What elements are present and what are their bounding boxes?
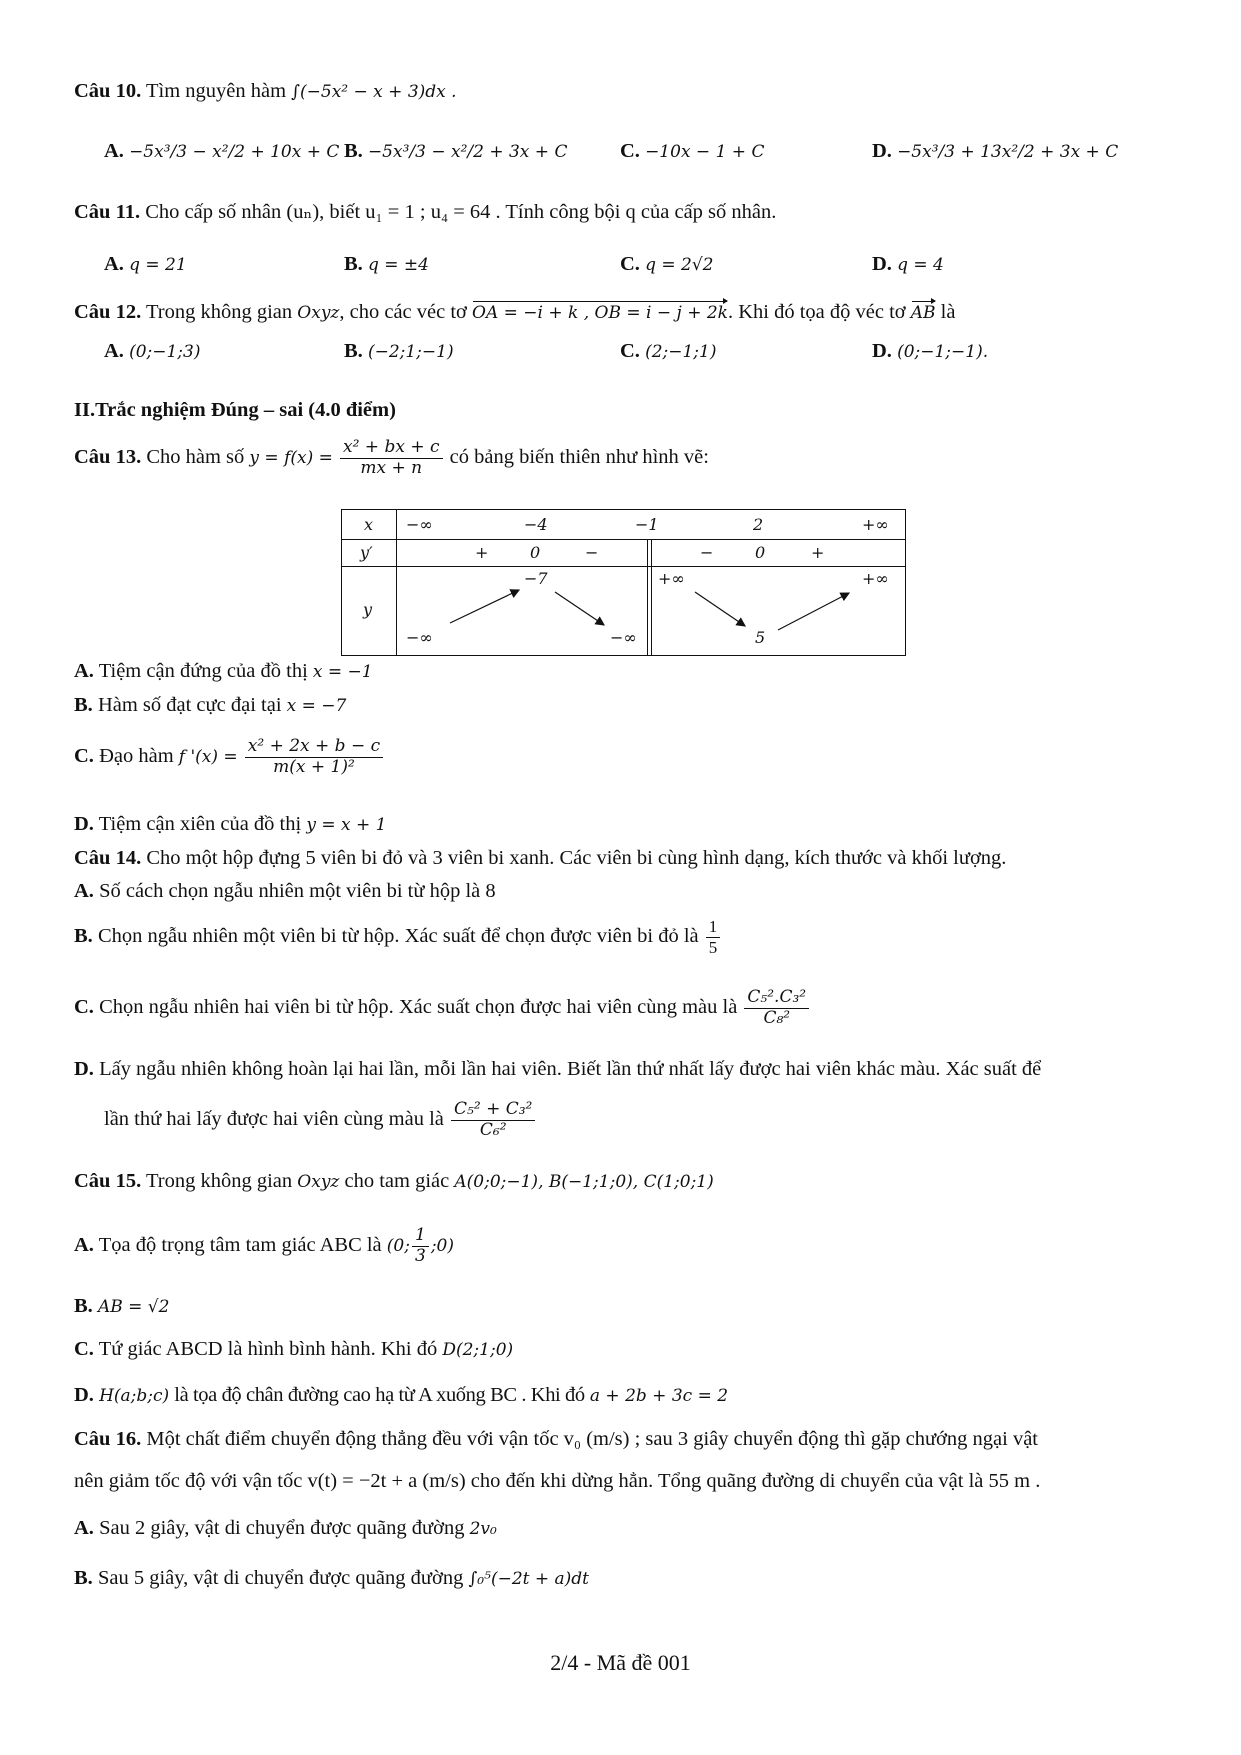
fraction-numerator: 1 xyxy=(412,1226,429,1247)
table-yprime-label: y′ xyxy=(360,543,373,562)
q12-vector-ab: AB xyxy=(911,298,936,324)
q10-option-b[interactable] xyxy=(344,140,567,163)
q12-text-mid: , cho các véc tơ xyxy=(339,301,467,323)
option-fraction xyxy=(744,988,809,1028)
table-y-value: +∞ xyxy=(862,569,889,588)
q13-option-d[interactable] xyxy=(74,813,386,837)
q15-stem xyxy=(74,1170,714,1194)
option-expr: −5x³/3 − x²/2 + 10x + C xyxy=(129,142,340,162)
option-label: C. xyxy=(620,140,640,162)
option-label: D. xyxy=(74,813,94,835)
option-fraction xyxy=(245,737,383,777)
option-expr: (2;−1;1) xyxy=(645,342,717,362)
option-text: Sau 5 giây, vật di chuyển được quãng đường xyxy=(97,1567,464,1589)
table-sign: 0 xyxy=(755,543,766,562)
table-y-value: −7 xyxy=(524,569,548,588)
option-expr: f '(x) = xyxy=(178,746,238,767)
option-expr: (0; xyxy=(386,1235,410,1256)
q12-option-b[interactable] xyxy=(344,340,454,363)
q15-text-mid: cho tam giác xyxy=(344,1170,450,1192)
fraction-denominator: 5 xyxy=(708,937,718,957)
fraction-numerator: 1 xyxy=(706,917,721,938)
q13-option-b[interactable] xyxy=(74,694,346,718)
table-y-value: −∞ xyxy=(610,628,637,647)
option-fraction xyxy=(706,917,721,957)
option-label: A. xyxy=(74,660,94,682)
table-sign: + xyxy=(811,543,825,562)
q10-text: Tìm nguyên hàm xyxy=(145,80,287,102)
option-label: B. xyxy=(344,140,363,162)
table-sign: − xyxy=(700,543,714,562)
q11-option-d[interactable] xyxy=(872,253,944,276)
option-label: A. xyxy=(74,880,94,902)
option-expr: (0;−1;−1). xyxy=(897,342,989,362)
option-expr: −5x³/3 − x²/2 + 3x + C xyxy=(367,142,568,162)
option-text: Tọa độ trọng tâm tam giác ABC là xyxy=(98,1233,382,1256)
decreasing-arrow xyxy=(555,592,604,625)
option-text: Tiệm cận đứng của đồ thị xyxy=(98,660,308,682)
q14-option-a[interactable] xyxy=(74,880,496,904)
option-expr: AB = √2 xyxy=(97,1297,170,1317)
option-label: A. xyxy=(74,1233,94,1256)
q13-func-lhs: y = f(x) = xyxy=(249,447,333,468)
fraction-denominator: C₆² xyxy=(479,1119,507,1140)
q13-text-after: có bảng biến thiên như hình vẽ: xyxy=(449,445,709,468)
q10-stem xyxy=(74,80,457,104)
option-expr: H(a;b;c) xyxy=(99,1386,170,1406)
table-x-value: −4 xyxy=(524,515,548,534)
option-label: B. xyxy=(344,340,363,362)
q13-option-a[interactable] xyxy=(74,660,373,684)
q10-option-c[interactable] xyxy=(620,140,764,163)
q12-option-d[interactable] xyxy=(872,340,988,363)
variation-arrows xyxy=(342,510,905,655)
q10-label: Câu 10. xyxy=(74,80,142,102)
q15-option-c[interactable] xyxy=(74,1338,513,1362)
table-x-value: −1 xyxy=(635,515,659,534)
option-expr: −5x³/3 + 13x²/2 + 3x + C xyxy=(897,142,1119,162)
q12-text-after: . Khi đó tọa độ véc tơ xyxy=(727,301,906,323)
q15-label: Câu 15. xyxy=(74,1170,142,1192)
fraction-numerator: x² + 2x + b − c xyxy=(245,737,383,758)
option-text: Chọn ngẫu nhiên hai viên bi từ hộp. Xác suất chọn được hai viên cùng màu là xyxy=(99,995,738,1018)
table-sign: + xyxy=(475,543,489,562)
option-label: B. xyxy=(74,1295,93,1317)
fraction-denominator: mx + n xyxy=(360,457,423,478)
option-label: D. xyxy=(74,1058,94,1080)
q16-stem-line1 xyxy=(74,1428,1038,1452)
option-expr: ;0) xyxy=(430,1235,454,1256)
decreasing-arrow xyxy=(695,592,745,626)
fraction-numerator: C₅² + C₃² xyxy=(451,1100,535,1121)
option-expr: 2v₀ xyxy=(469,1519,497,1539)
option-expr: −10x − 1 + C xyxy=(645,142,765,162)
option-label: D. xyxy=(872,340,892,362)
option-text: Sau 2 giây, vật di chuyển được quãng đường xyxy=(99,1517,465,1539)
q10-option-a[interactable] xyxy=(104,140,339,163)
q15-option-a[interactable] xyxy=(74,1226,454,1266)
option-label: C. xyxy=(620,340,640,362)
q11-option-a[interactable] xyxy=(104,253,187,276)
table-sign: − xyxy=(585,543,599,562)
q12-text-end: là xyxy=(940,301,956,323)
table-y-value: +∞ xyxy=(658,569,685,588)
q11-text: Cho cấp số nhân (uₙ), biết u₁ = 1 ; u₄ = 64 . Tính công bội q của cấp số nhân. xyxy=(145,201,777,223)
q16-option-b[interactable] xyxy=(74,1567,589,1591)
increasing-arrow xyxy=(778,593,849,630)
q11-option-b[interactable] xyxy=(344,253,429,276)
q10-option-d[interactable] xyxy=(872,140,1118,163)
increasing-arrow xyxy=(450,590,519,623)
q15-text-before: Trong không gian xyxy=(145,1170,293,1192)
option-label: C. xyxy=(74,1338,94,1360)
q15-points: A(0;0;−1), B(−1;1;0), C(1;0;1) xyxy=(454,1172,714,1192)
option-text: Số cách chọn ngẫu nhiên một viên bi từ hộp là 8 xyxy=(99,880,496,902)
q13-stem xyxy=(74,438,709,478)
q14-option-d[interactable] xyxy=(74,1058,1041,1082)
q15-option-b[interactable] xyxy=(74,1295,169,1319)
q16-text: Một chất điểm chuyển động thẳng đều với vận tốc v₀ (m/s) ; sau 3 giây chuyển động thì gặp chướng ngại vật xyxy=(146,1428,1038,1450)
q12-option-a[interactable] xyxy=(104,340,200,363)
option-label: C. xyxy=(74,995,94,1018)
table-x-value: −∞ xyxy=(406,515,433,534)
option-label: B. xyxy=(344,253,363,275)
option-text: Chọn ngẫu nhiên một viên bi từ hộp. Xác suất để chọn được viên bi đỏ là xyxy=(97,924,699,947)
option-text: Đạo hàm xyxy=(99,744,174,767)
option-text: là tọa độ chân đường cao hạ từ A xuống BC . Khi đó xyxy=(174,1384,585,1406)
option-text: Tứ giác ABCD là hình bình hành. Khi đó xyxy=(98,1338,438,1360)
q12-option-c[interactable] xyxy=(620,340,716,363)
q11-option-c[interactable] xyxy=(620,253,713,276)
option-label: D. xyxy=(872,253,892,275)
option-label: A. xyxy=(74,1517,94,1539)
option-label: D. xyxy=(872,140,892,162)
fraction-numerator: x² + bx + c xyxy=(340,438,443,459)
option-expr: x = −1 xyxy=(312,662,373,682)
option-label: A. xyxy=(104,253,124,275)
q15-space: Oxyz xyxy=(297,1172,340,1192)
option-text: lần thứ hai lấy được hai viên cùng màu là xyxy=(104,1107,444,1130)
fraction-denominator: 3 xyxy=(414,1245,426,1266)
option-text: Hàm số đạt cực đại tại xyxy=(97,694,282,716)
q16-label: Câu 16. xyxy=(74,1428,142,1450)
q14-label: Câu 14. xyxy=(74,847,142,869)
table-sign: 0 xyxy=(530,543,541,562)
q12-space: Oxyz xyxy=(297,303,340,323)
q15-option-d[interactable] xyxy=(74,1384,728,1408)
option-label: B. xyxy=(74,694,93,716)
option-expr: y = x + 1 xyxy=(306,815,387,835)
table-y-value: 5 xyxy=(755,628,766,647)
q13-label: Câu 13. xyxy=(74,445,142,468)
q14-stem xyxy=(74,847,1006,871)
q16-option-a[interactable] xyxy=(74,1517,497,1541)
q11-stem xyxy=(74,201,776,225)
option-expr: (−2;1;−1) xyxy=(367,342,454,362)
q13-text-before: Cho hàm số xyxy=(146,445,245,468)
q10-integral: ∫(−5x² − x + 3)dx . xyxy=(291,82,457,102)
option-label: B. xyxy=(74,1567,93,1589)
option-label: C. xyxy=(620,253,640,275)
option-fraction xyxy=(412,1226,429,1266)
q13-fraction xyxy=(340,438,443,478)
option-label: C. xyxy=(74,744,94,767)
table-x-label: x xyxy=(364,515,374,534)
page-footer: 2/4 - Mã đề 001 xyxy=(550,1650,691,1675)
q14-text: Cho một hộp đựng 5 viên bi đỏ và 3 viên bi xanh. Các viên bi cùng hình dạng, kích thước và khối lượng. xyxy=(146,847,1007,869)
option-expr: q = 2√2 xyxy=(645,255,714,275)
q16-text: nên giảm tốc độ với vận tốc v(t) = −2t + a (m/s) cho đến khi dừng hẳn. Tổng quãng đường di chuyển của vật là 55 m . xyxy=(74,1470,1041,1492)
option-expr: ∫₀⁵(−2t + a)dt xyxy=(468,1569,589,1589)
option-expr: q = ±4 xyxy=(367,255,429,275)
option-expr: x = −7 xyxy=(286,696,347,716)
q12-text-before: Trong không gian xyxy=(145,301,293,323)
fraction-denominator: m(x + 1)² xyxy=(273,756,355,777)
table-y-label: y xyxy=(363,600,373,619)
q13-option-c[interactable] xyxy=(74,737,385,777)
option-expr: q = 4 xyxy=(897,255,944,275)
option-text: Lấy ngẫu nhiên không hoàn lại hai lần, mỗi lần hai viên. Biết lần thứ nhất lấy được hai viên khác màu. Xác suất để xyxy=(99,1058,1042,1080)
option-text: Tiệm cận xiên của đồ thị xyxy=(98,813,302,835)
q14-option-d-cont xyxy=(104,1100,537,1140)
option-label: A. xyxy=(104,140,124,162)
q12-stem xyxy=(74,298,955,325)
q16-stem-line2 xyxy=(74,1470,1040,1494)
option-expr: a + 2b + 3c = 2 xyxy=(589,1386,729,1406)
option-expr: (0;−1;3) xyxy=(129,342,201,362)
fraction-numerator: C₅².C₃² xyxy=(744,988,809,1009)
q14-option-c[interactable] xyxy=(74,988,811,1028)
table-x-value: 2 xyxy=(753,515,764,534)
option-label: D. xyxy=(74,1384,94,1406)
fraction-denominator: C₈² xyxy=(763,1007,791,1028)
q12-vectors: OA = −i + k , OB = i − j + 2k xyxy=(472,298,728,324)
option-expr: q = 21 xyxy=(129,255,187,275)
q14-option-b[interactable] xyxy=(74,917,722,957)
section-heading: II.Trắc nghiệm Đúng – sai (4.0 điểm) xyxy=(74,399,396,421)
table-x-value: +∞ xyxy=(862,515,889,534)
option-fraction xyxy=(451,1100,535,1140)
option-label: A. xyxy=(104,340,124,362)
variation-table xyxy=(341,509,906,656)
q11-label: Câu 11. xyxy=(74,201,141,223)
table-y-value: −∞ xyxy=(406,628,433,647)
option-expr: D(2;1;0) xyxy=(442,1340,514,1360)
q12-label: Câu 12. xyxy=(74,301,142,323)
option-label: B. xyxy=(74,924,93,947)
